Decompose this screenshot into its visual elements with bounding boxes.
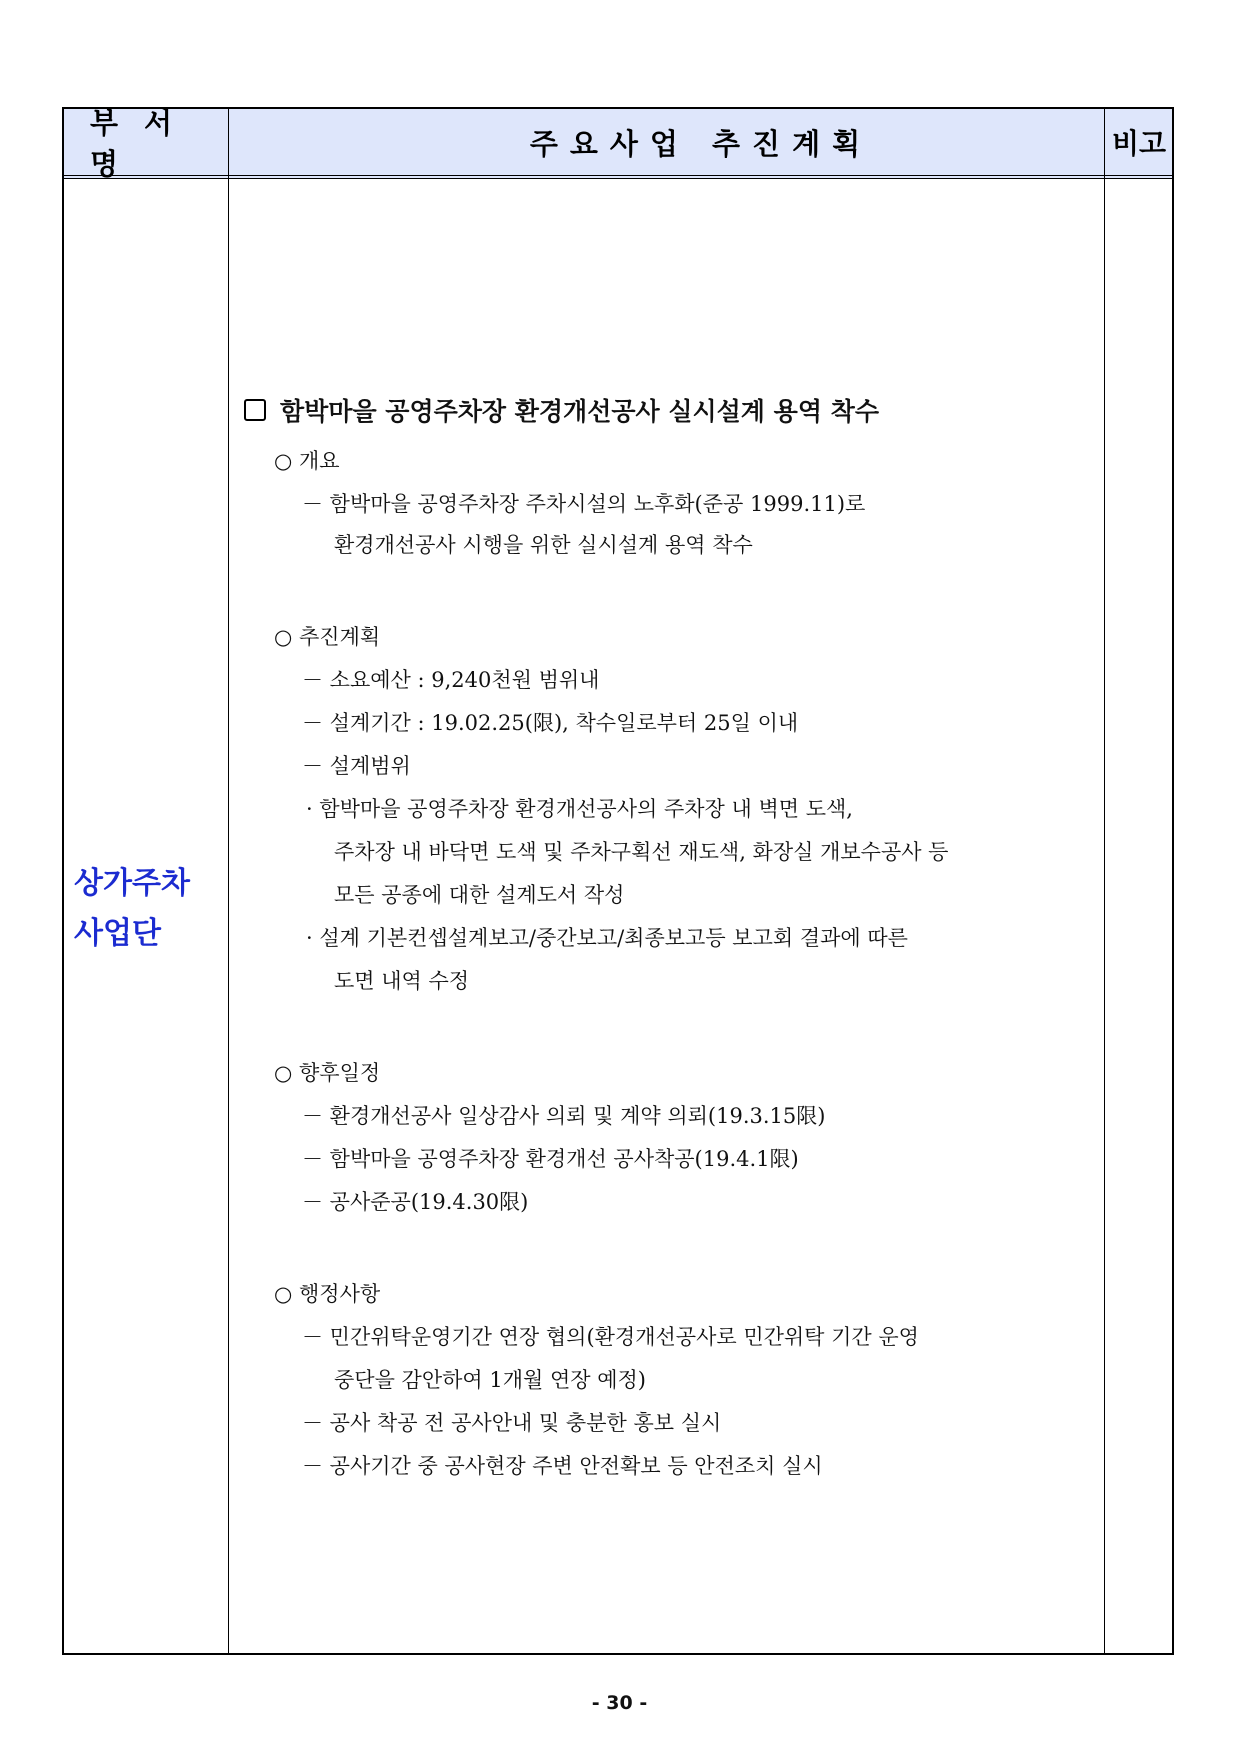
list-item: － 함박마을 공영주차장 환경개선 공사착공(19.4.1限) xyxy=(302,1147,799,1171)
page-number: - 30 - xyxy=(591,1692,648,1714)
section-heading: ○ 개요 xyxy=(274,449,340,473)
list-item: － 설계기간 : 19.02.25(限), 착수일로부터 25일 이내 xyxy=(302,711,799,735)
plan-title-text: 함박마을 공영주차장 환경개선공사 실시설계 용역 착수 xyxy=(280,397,879,426)
department-name xyxy=(66,859,228,959)
department-name-line: 상가주차 xyxy=(74,866,190,901)
list-item: － 설계범위 xyxy=(302,754,411,778)
section-heading: ○ 행정사항 xyxy=(274,1282,381,1306)
list-item-continued: 중단을 감안하여 1개월 연장 예정) xyxy=(334,1368,646,1392)
list-item: － 환경개선공사 일상감사 의뢰 및 계약 의뢰(19.3.15限) xyxy=(302,1104,826,1128)
list-item: － 민간위탁운영기간 연장 협의(환경개선공사로 민간위탁 기간 운영 xyxy=(302,1325,919,1349)
list-item: － 소요예산 : 9,240천원 범위내 xyxy=(302,668,600,692)
list-item: － 공사준공(19.4.30限) xyxy=(302,1190,529,1214)
list-item-continued: 환경개선공사 시행을 위한 실시설계 용역 착수 xyxy=(334,533,753,557)
square-bullet-icon xyxy=(244,399,266,421)
sub-item-continued: 도면 내역 수정 xyxy=(334,969,470,993)
department-name-line: 사업단 xyxy=(74,916,161,951)
sub-item-continued: 주차장 내 바닥면 도색 및 주차구획선 재도색, 화장실 개보수공사 등 xyxy=(334,840,949,864)
list-item: － 공사 착공 전 공사안내 및 충분한 홍보 실시 xyxy=(302,1411,722,1435)
sub-item: · 함박마을 공영주차장 환경개선공사의 주차장 내 벽면 도색, xyxy=(306,797,853,821)
header-note: 비고 xyxy=(1111,127,1167,160)
header-plan: 주요사업 추진계획 xyxy=(529,126,873,161)
column-divider xyxy=(228,109,229,1653)
plan-title xyxy=(244,392,879,428)
table-header xyxy=(64,106,1172,181)
sub-item-continued: 모든 공종에 대한 설계도서 작성 xyxy=(334,883,625,907)
section-heading: ○ 추진계획 xyxy=(274,625,381,649)
section-heading: ○ 향후일정 xyxy=(274,1061,381,1085)
header-department: 부서명 xyxy=(90,106,199,181)
list-item: － 공사기간 중 공사현장 주변 안전확보 등 안전조치 실시 xyxy=(302,1454,823,1478)
plan-table xyxy=(62,107,1174,1655)
sub-item: · 설계 기본컨셉설계보고/중간보고/최종보고등 보고회 결과에 따른 xyxy=(306,926,908,950)
list-item: － 함박마을 공영주차장 주차시설의 노후화(준공 1999.11)로 xyxy=(302,492,866,516)
column-divider xyxy=(1104,109,1105,1653)
